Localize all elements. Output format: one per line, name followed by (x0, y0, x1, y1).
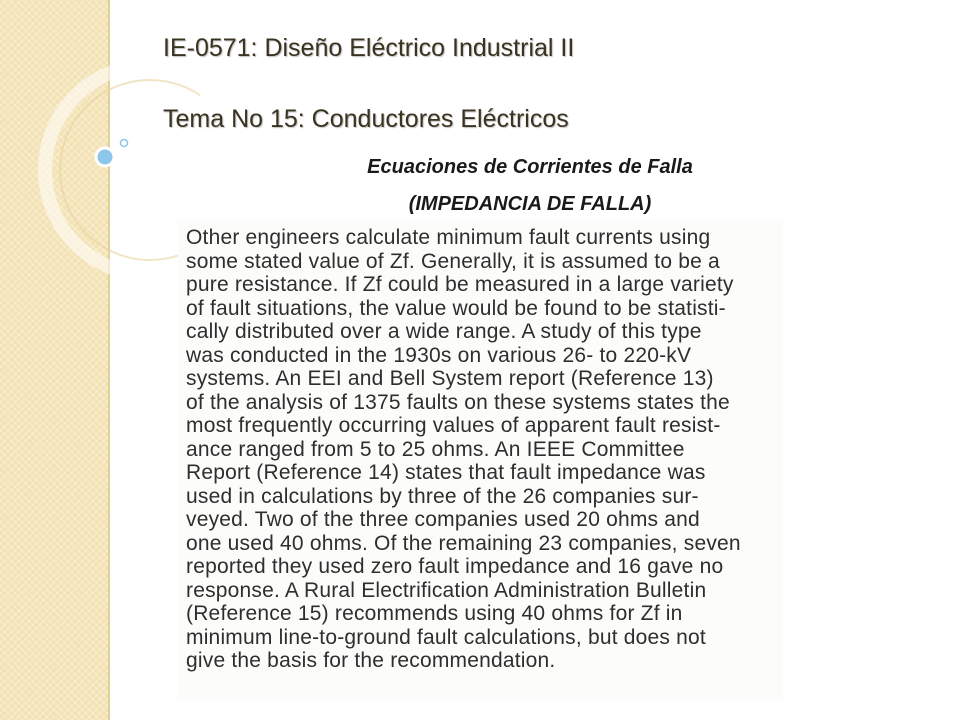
scanned-text-line: (Reference 15) recommends using 40 ohms for Zf in (186, 602, 683, 625)
scanned-text-line: of the analysis of 1375 faults on these systems states the (186, 390, 730, 414)
scanned-text-line: Report (Reference 14) states that fault impedance was (186, 461, 706, 484)
scanned-text-line: one used 40 ohms. Of the remaining 23 companies, seven (186, 531, 741, 555)
section-subtitle-parenthetical: (IMPEDANCIA DE FALLA) (408, 193, 652, 215)
scanned-text-line: cally distributed over a wide range. A study of this type (186, 320, 702, 343)
scanned-text-line: give the basis for the recommendation. (186, 649, 556, 672)
course-title: IE-0571: Diseño Eléctrico Industrial II (163, 34, 575, 62)
scanned-text-line: was conducted in the 1930s on various 26- to 220-kV (186, 343, 692, 367)
scanned-text-line: reported they used zero fault impedance and 16 gave no (186, 555, 724, 578)
scanned-text-line: used in calculations by three of the 26 companies sur- (186, 484, 699, 508)
scanned-text-line: response. A Rural Electrification Administration Bulletin (186, 578, 707, 602)
scanned-text-line: veyed. Two of the three companies used 20 ohms and (186, 508, 700, 531)
scanned-text-line: some stated value of Zf. Generally, it is assumed to be a (186, 249, 720, 273)
decorative-bubble-large (96, 148, 114, 166)
scanned-text-line: of fault situations, the value would be found to be statisti- (186, 296, 726, 320)
scanned-text-line: minimum line-to-ground fault calculations, but does not (186, 625, 706, 649)
scanned-text-line: pure resistance. If Zf could be measured in a large variety (186, 273, 734, 296)
scanned-text-line: systems. An EEI and Bell System report (Reference 13) (186, 367, 714, 390)
topic-title: Tema No 15: Conductores Eléctricos (163, 105, 569, 133)
scanned-text-line: ance ranged from 5 to 25 ohms. An IEEE Committee (186, 437, 685, 461)
section-subtitle: Ecuaciones de Corrientes de Falla (367, 156, 693, 178)
scanned-text-line: Other engineers calculate minimum fault currents using (186, 226, 711, 249)
decorative-bubble-small (121, 140, 128, 147)
scanned-text-line: most frequently occurring values of apparent fault resist- (186, 414, 721, 437)
scanned-text-excerpt (178, 220, 783, 700)
